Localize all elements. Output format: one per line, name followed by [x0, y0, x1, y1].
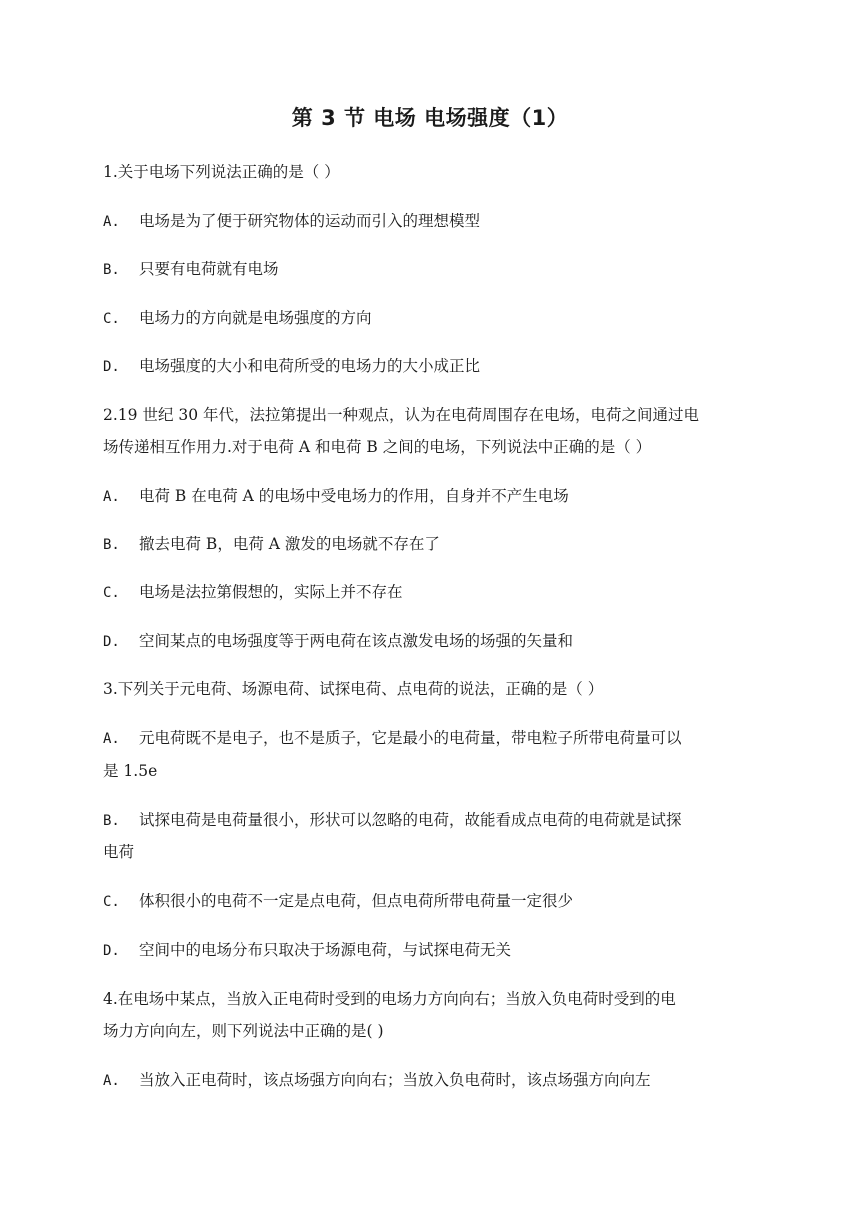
option-letter: A. [103, 731, 120, 747]
option-text: 只要有电荷就有电场 [139, 260, 279, 278]
question-4-option-a [103, 1069, 763, 1092]
option-letter: A. [103, 489, 120, 505]
question-3-option-b [103, 809, 763, 832]
question-2-option-d [103, 630, 763, 653]
question-3-option-c [103, 890, 763, 913]
option-letter: A. [103, 214, 120, 230]
question-2-option-c [103, 581, 763, 604]
option-letter: D. [103, 634, 120, 650]
option-letter: D. [103, 943, 120, 959]
question-2-option-a [103, 485, 763, 508]
option-letter: A. [103, 1073, 120, 1089]
option-text: 试探电荷是电荷量很小，形状可以忽略的电荷，故能看成点电荷的电荷就是试探 [139, 811, 682, 829]
question-3-option-a-cont: 是 1.5e [103, 762, 158, 780]
question-3-stem: 3.下列关于元电荷、场源电荷、试探电荷、点电荷的说法，正确的是（ ） [103, 680, 604, 698]
option-text: 电场强度的大小和电荷所受的电场力的大小成正比 [139, 357, 481, 375]
option-text: 电场力的方向就是电场强度的方向 [139, 309, 372, 327]
question-2-option-b [103, 533, 763, 556]
option-text: 当放入正电荷时，该点场强方向向右；当放入负电荷时，该点场强方向向左 [139, 1071, 651, 1089]
option-text: 空间某点的电场强度等于两电荷在该点激发电场的场强的矢量和 [139, 632, 574, 650]
question-1-stem: 1.关于电场下列说法正确的是（ ） [103, 163, 340, 181]
option-text: 空间中的电场分布只取决于场源电荷，与试探电荷无关 [139, 941, 512, 959]
option-text: 元电荷既不是电子，也不是质子，它是最小的电荷量，带电粒子所带电荷量可以 [139, 729, 682, 747]
option-letter: D. [103, 359, 120, 375]
option-text: 体积很小的电荷不一定是点电荷，但点电荷所带电荷量一定很少 [139, 892, 574, 910]
question-1-option-a [103, 210, 763, 233]
option-letter: C. [103, 894, 120, 910]
question-3-option-a [103, 727, 763, 750]
question-1-option-c [103, 307, 763, 330]
option-text: 电场是为了便于研究物体的运动而引入的理想模型 [139, 212, 481, 230]
question-3-option-d [103, 939, 763, 962]
option-text: 电荷 B 在电荷 A 的电场中受电场力的作用，自身并不产生电场 [139, 487, 569, 505]
option-text: 撤去电荷 B，电荷 A 激发的电场就不存在了 [139, 535, 440, 553]
option-text: 电场是法拉第假想的，实际上并不存在 [139, 583, 403, 601]
option-letter: B. [103, 537, 120, 553]
option-letter: C. [103, 311, 120, 327]
question-3-option-b-cont: 电荷 [103, 843, 135, 861]
option-letter: C. [103, 585, 120, 601]
question-2-stem-line-2: 场传递相互作用力.对于电荷 A 和电荷 B 之间的电场，下列说法中正确的是（ ） [103, 438, 652, 456]
page-title: 第 3 节 电场 电场强度（1） [291, 106, 569, 130]
option-letter: B. [103, 813, 120, 829]
question-2-stem-line-1: 2.19 世纪 30 年代，法拉第提出一种观点，认为在电荷周围存在电场，电荷之间通过电 [103, 406, 700, 424]
question-4-stem-line-2: 场力方向向左，则下列说法中正确的是( ) [103, 1022, 384, 1040]
option-letter: B. [103, 262, 120, 278]
question-1-option-b [103, 258, 763, 281]
question-1-option-d [103, 355, 763, 378]
question-4-stem-line-1: 4.在电场中某点，当放入正电荷时受到的电场力方向向右；当放入负电荷时受到的电 [103, 990, 676, 1008]
